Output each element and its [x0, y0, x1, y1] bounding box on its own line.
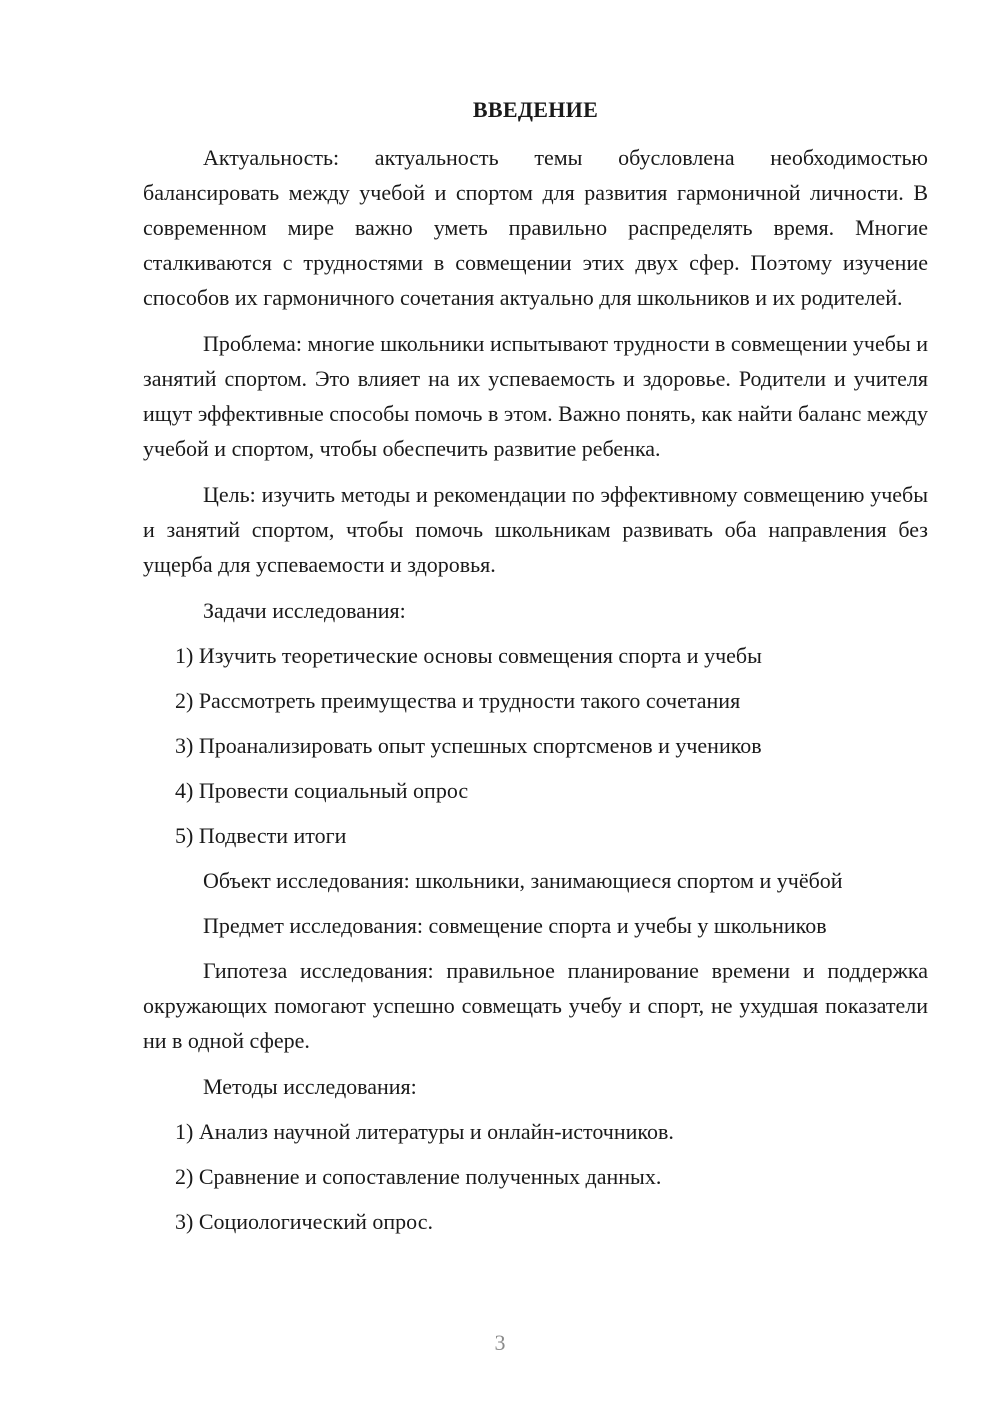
hypothesis-paragraph: Гипотеза исследования: правильное планирование времени и поддержка окружающих помогают успешно совмещать учебу и спорт, не ухудшая показатели ни в одной сфере. [143, 958, 928, 1053]
task-item: 1) Изучить теоретические основы совмещения спорта и учебы [175, 643, 762, 668]
method-item: 1) Анализ научной литературы и онлайн-источников. [175, 1119, 674, 1144]
method-item: 3) Социологический опрос. [175, 1209, 433, 1234]
problem-paragraph: Проблема: многие школьники испытывают трудности в совмещении учебы и занятий спортом. Это влияет на их успеваемость и здоровье. Родители и учителя ищут эффективные способы помочь в этом. Важно понять, как найти баланс между учебой и спортом, чтобы обеспечить развитие ребенка. [143, 331, 928, 461]
relevance-paragraph: Актуальность: актуальность темы обусловлена необходимостью балансировать между учебой и спортом для развития гармоничной личности. В современном мире важно уметь правильно распределять время. Многие сталкиваются с трудностями в совмещении этих двух сфер. Поэтому изучение способов их гармоничного сочетания актуально для школьников и их родителей. [143, 145, 928, 310]
object-line: Объект исследования: школьники, занимающиеся спортом и учёбой [203, 868, 843, 893]
task-item: 2) Рассмотреть преимущества и трудности такого сочетания [175, 688, 741, 713]
task-item: 4) Провести социальный опрос [175, 778, 469, 803]
tasks-list [143, 638, 928, 853]
method-item: 2) Сравнение и сопоставление полученных данных. [175, 1164, 662, 1189]
task-item: 3) Проанализировать опыт успешных спортсменов и учеников [175, 733, 762, 758]
methods-list [143, 1114, 928, 1239]
page-title: ВВЕДЕНИЕ [472, 97, 599, 122]
page-number: 3 [494, 1330, 506, 1355]
task-item: 5) Подвести итоги [175, 823, 347, 848]
goal-paragraph: Цель: изучить методы и рекомендации по эффективному совмещению учебы и занятий спортом, чтобы помочь школьникам развивать оба направления без ущерба для успеваемости и здоровья. [143, 482, 928, 577]
methods-heading: Методы исследования: [203, 1074, 417, 1099]
document-page [143, 94, 928, 1249]
tasks-heading: Задачи исследования: [203, 598, 406, 623]
subject-line: Предмет исследования: совмещение спорта и учебы у школьников [203, 913, 827, 938]
